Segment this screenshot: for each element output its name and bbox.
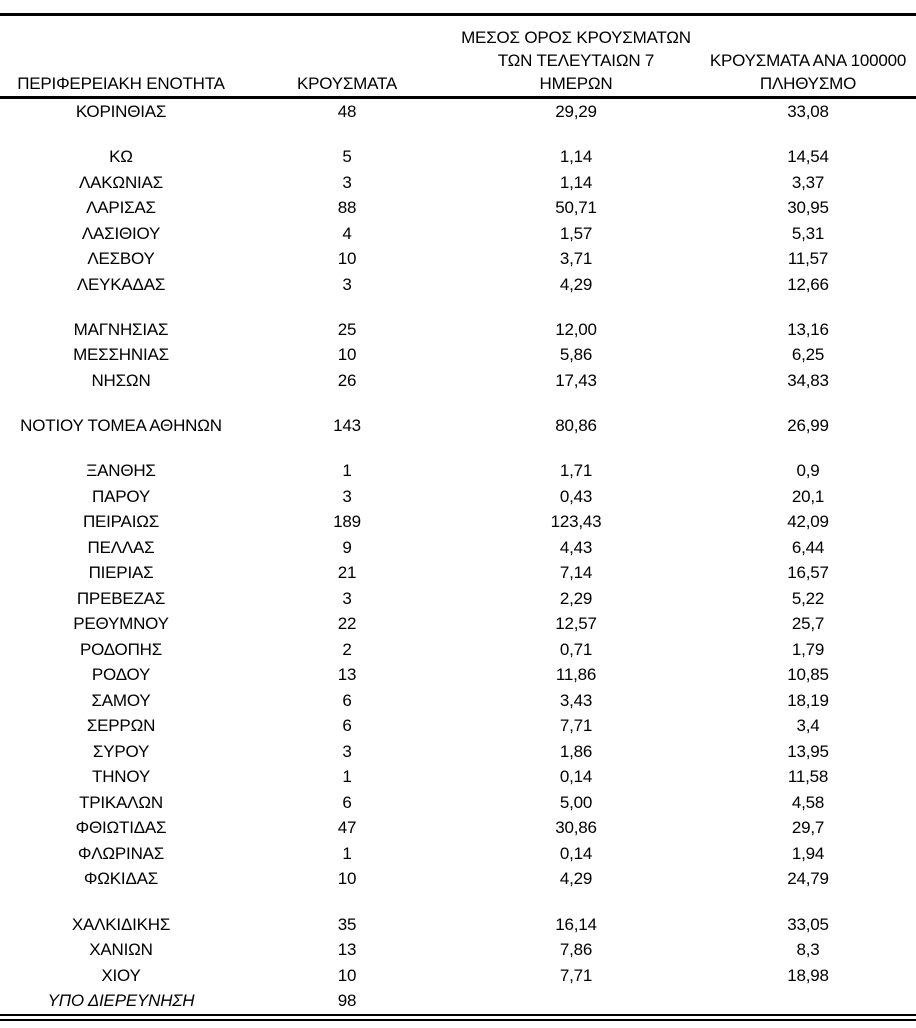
- cases-cell: 3: [342, 172, 352, 192]
- avg7-cell: 0,71: [559, 639, 593, 659]
- per100k-cell: 20,1: [791, 486, 825, 506]
- avg7-cell: 7,86: [559, 940, 593, 960]
- table-row: [0, 459, 916, 485]
- table-row: [0, 867, 916, 893]
- avg7-cell: 5,00: [559, 792, 593, 812]
- region-cell: ΠΑΡΟΥ: [92, 486, 150, 506]
- cases-cell: 1: [342, 843, 352, 863]
- avg7-cell: 1,57: [559, 223, 593, 243]
- table-row: [0, 637, 916, 663]
- cases-cell: 21: [337, 563, 357, 583]
- region-cell: ΡΕΘΥΜΝΟΥ: [73, 614, 169, 634]
- table-body: [0, 99, 916, 1014]
- spacer-row: [0, 394, 916, 414]
- per100k-cell: 8,3: [796, 940, 820, 960]
- avg7-cell: 17,43: [555, 370, 597, 390]
- avg7-cell: 1,86: [559, 741, 593, 761]
- region-cell: ΤΗΝΟΥ: [92, 767, 150, 787]
- per100k-cell: 6,25: [791, 345, 825, 365]
- per100k-cell: 16,57: [787, 563, 829, 583]
- per100k-cell: 24,79: [787, 869, 829, 889]
- table-row: [0, 413, 916, 439]
- region-cell: ΡΟΔΟΥ: [91, 665, 151, 685]
- per100k-cell: 18,98: [787, 965, 829, 985]
- cases-cell: 3: [342, 486, 352, 506]
- per100k-cell: 10,85: [787, 665, 829, 685]
- per100k-cell: 13,16: [787, 319, 829, 339]
- region-cell: ΛΕΥΚΑΔΑΣ: [76, 274, 166, 294]
- avg7-cell: 11,86: [555, 665, 597, 685]
- region-cell: ΜΕΣΣΗΝΙΑΣ: [73, 345, 169, 365]
- column-header-per100k-line1: ΚΡΟΥΣΜΑΤΑ ΑΝΑ 100000: [709, 51, 907, 70]
- column-header-cases: ΚΡΟΥΣΜΑΤΑ: [296, 74, 398, 93]
- per100k-cell: 3,37: [791, 172, 825, 192]
- region-cell: ΣΑΜΟΥ: [91, 690, 151, 710]
- region-cell: ΠΕΙΡΑΙΩΣ: [82, 512, 160, 532]
- region-cell: ΧΑΛΚΙΔΙΚΗΣ: [71, 914, 171, 934]
- avg7-cell: 1,71: [559, 461, 593, 481]
- per100k-cell: 12,66: [787, 274, 829, 294]
- cases-cell: 189: [333, 512, 361, 532]
- table-row: [0, 368, 916, 394]
- table-row: [0, 586, 916, 612]
- avg7-cell: 7,14: [559, 563, 593, 583]
- cases-cell: 13: [337, 665, 357, 685]
- table-row: [0, 246, 916, 272]
- per100k-cell: 34,83: [787, 370, 829, 390]
- cases-cell: 4: [342, 223, 352, 243]
- region-cell: ΦΘΙΩΤΙΔΑΣ: [75, 818, 167, 838]
- avg7-cell: 50,71: [555, 198, 597, 218]
- per100k-cell: 5,22: [791, 588, 825, 608]
- region-cell: ΝΗΣΩΝ: [91, 370, 151, 390]
- table-row: [0, 510, 916, 536]
- cases-cell: 25: [337, 319, 357, 339]
- avg7-cell: 1,14: [559, 172, 593, 192]
- per100k-cell: 11,58: [787, 767, 829, 787]
- avg7-cell: 123,43: [550, 512, 602, 532]
- avg7-cell: 3,43: [559, 690, 593, 710]
- region-cell: ΥΠΟ ΔΙΕΡΕΥΝΗΣΗ: [47, 991, 195, 1011]
- cases-cell: 3: [342, 588, 352, 608]
- region-cell: ΤΡΙΚΑΛΩΝ: [79, 792, 163, 812]
- avg7-cell: 5,86: [559, 345, 593, 365]
- table-row: [0, 170, 916, 196]
- cases-cell: 9: [342, 537, 352, 557]
- table-row: [0, 99, 916, 125]
- table-row: [0, 663, 916, 689]
- avg7-cell: 12,57: [555, 614, 597, 634]
- spacer-row: [0, 297, 916, 317]
- spacer-row: [0, 892, 916, 912]
- table-row: [0, 714, 916, 740]
- cases-cell: 5: [342, 147, 352, 167]
- cases-cell: 6: [342, 792, 352, 812]
- region-cell: ΠΡΕΒΕΖΑΣ: [76, 588, 166, 608]
- cases-table: [0, 13, 916, 1021]
- region-cell: ΛΕΣΒΟΥ: [87, 249, 155, 269]
- avg7-cell: 3,71: [559, 249, 593, 269]
- spacer-row: [0, 439, 916, 459]
- table-row: [0, 484, 916, 510]
- table-row: [0, 937, 916, 963]
- region-cell: ΠΙΕΡΙΑΣ: [88, 563, 154, 583]
- avg7-cell: 30,86: [555, 818, 597, 838]
- column-header-per100k-line2: ΠΛΗΘΥΣΜΟ: [759, 74, 857, 93]
- cases-cell: 47: [337, 818, 357, 838]
- table-row: [0, 963, 916, 989]
- column-header-avg7: [452, 26, 700, 95]
- cases-cell: 48: [337, 101, 357, 121]
- column-header-per100k: [700, 49, 916, 95]
- avg7-cell: 0,14: [559, 767, 593, 787]
- cases-cell: 6: [342, 690, 352, 710]
- cases-cell: 10: [337, 345, 357, 365]
- cases-cell: 26: [337, 370, 357, 390]
- cases-cell: 10: [337, 965, 357, 985]
- table-row: [0, 790, 916, 816]
- table-row: [0, 739, 916, 765]
- table-row: [0, 765, 916, 791]
- avg7-cell: 0,14: [559, 843, 593, 863]
- avg7-cell: 7,71: [559, 716, 593, 736]
- region-cell: ΛΑΚΩΝΙΑΣ: [79, 172, 163, 192]
- per100k-cell: 25,7: [791, 614, 825, 634]
- table-row: [0, 272, 916, 298]
- per100k-cell: 11,57: [787, 249, 829, 269]
- region-cell: ΠΕΛΛΑΣ: [87, 537, 155, 557]
- per100k-cell: 6,44: [791, 537, 825, 557]
- table-row: [0, 688, 916, 714]
- region-cell: ΛΑΣΙΘΙΟΥ: [81, 223, 161, 243]
- cases-cell: 3: [342, 274, 352, 294]
- region-cell: ΜΑΓΝΗΣΙΑΣ: [73, 319, 169, 339]
- region-cell: ΡΟΔΟΠΗΣ: [79, 639, 163, 659]
- cases-cell: 22: [337, 614, 357, 634]
- cases-cell: 13: [337, 940, 357, 960]
- per100k-cell: 33,05: [787, 914, 829, 934]
- table-row: [0, 912, 916, 938]
- per100k-cell: 30,95: [787, 198, 829, 218]
- per100k-cell: 1,79: [791, 639, 825, 659]
- column-header-avg7-line3: ΗΜΕΡΩΝ: [539, 74, 613, 93]
- cases-cell: 1: [342, 767, 352, 787]
- region-cell: ΣΕΡΡΩΝ: [86, 716, 156, 736]
- per100k-cell: 0,9: [796, 461, 820, 481]
- region-cell: ΞΑΝΘΗΣ: [86, 461, 156, 481]
- region-cell: ΦΛΩΡΙΝΑΣ: [77, 843, 165, 863]
- column-header-avg7-line1: ΜΕΣΟΣ ΟΡΟΣ ΚΡΟΥΣΜΑΤΩΝ: [461, 28, 691, 47]
- table-row: [0, 221, 916, 247]
- table-row: [0, 195, 916, 221]
- per100k-cell: 33,08: [787, 101, 829, 121]
- table-row: [0, 988, 916, 1014]
- cases-cell: 10: [337, 249, 357, 269]
- per100k-cell: 1,94: [791, 843, 825, 863]
- cases-cell: 2: [342, 639, 352, 659]
- region-cell: ΛΑΡΙΣΑΣ: [86, 198, 156, 218]
- avg7-cell: 4,29: [559, 274, 593, 294]
- column-header-avg7-line2: ΤΩΝ ΤΕΛΕΥΤΑΙΩΝ 7: [497, 51, 655, 70]
- avg7-cell: 29,29: [555, 101, 597, 121]
- per100k-cell: 42,09: [787, 512, 829, 532]
- region-cell: ΧΑΝΙΩΝ: [89, 940, 153, 960]
- table-row: [0, 343, 916, 369]
- avg7-cell: 80,86: [555, 416, 597, 436]
- avg7-cell: 4,29: [559, 869, 593, 889]
- table-row: [0, 561, 916, 587]
- table-row: [0, 144, 916, 170]
- table-row: [0, 816, 916, 842]
- per100k-cell: 26,99: [787, 416, 829, 436]
- table-row: [0, 317, 916, 343]
- table-row: [0, 612, 916, 638]
- region-cell: ΚΩ: [109, 147, 133, 167]
- table-row: [0, 535, 916, 561]
- cases-cell: 3: [342, 741, 352, 761]
- region-cell: ΚΟΡΙΝΘΙΑΣ: [75, 101, 167, 121]
- region-cell: ΣΥΡΟΥ: [92, 741, 150, 761]
- cases-cell: 1: [342, 461, 352, 481]
- cases-cell: 35: [337, 914, 357, 934]
- column-header-region: ΠΕΡΙΦΕΡΕΙΑΚΗ ΕΝΟΤΗΤΑ: [17, 74, 225, 93]
- avg7-cell: 1,14: [559, 147, 593, 167]
- per100k-cell: 3,4: [796, 716, 820, 736]
- cases-cell: 143: [333, 416, 361, 436]
- region-cell: ΦΩΚΙΔΑΣ: [83, 869, 159, 889]
- per100k-cell: 4,58: [791, 792, 825, 812]
- per100k-cell: 29,7: [791, 818, 825, 838]
- avg7-cell: 2,29: [559, 588, 593, 608]
- region-cell: ΧΙΟΥ: [101, 965, 141, 985]
- per100k-cell: 18,19: [787, 690, 829, 710]
- avg7-cell: 16,14: [555, 914, 597, 934]
- per100k-cell: 5,31: [791, 223, 825, 243]
- avg7-cell: 0,43: [559, 486, 593, 506]
- cases-cell: 6: [342, 716, 352, 736]
- cases-cell: 98: [337, 991, 357, 1011]
- cases-cell: 88: [337, 198, 357, 218]
- avg7-cell: 12,00: [555, 319, 597, 339]
- avg7-cell: 4,43: [559, 537, 593, 557]
- spacer-row: [0, 125, 916, 145]
- table-header-row: [0, 16, 916, 99]
- table-row: [0, 841, 916, 867]
- region-cell: ΝΟΤΙΟΥ ΤΟΜΕΑ ΑΘΗΝΩΝ: [20, 416, 222, 436]
- per100k-cell: 14,54: [787, 147, 829, 167]
- avg7-cell: 7,71: [559, 965, 593, 985]
- table-bottom-double-rule: [0, 1014, 916, 1021]
- cases-cell: 10: [337, 869, 357, 889]
- per100k-cell: 13,95: [787, 741, 829, 761]
